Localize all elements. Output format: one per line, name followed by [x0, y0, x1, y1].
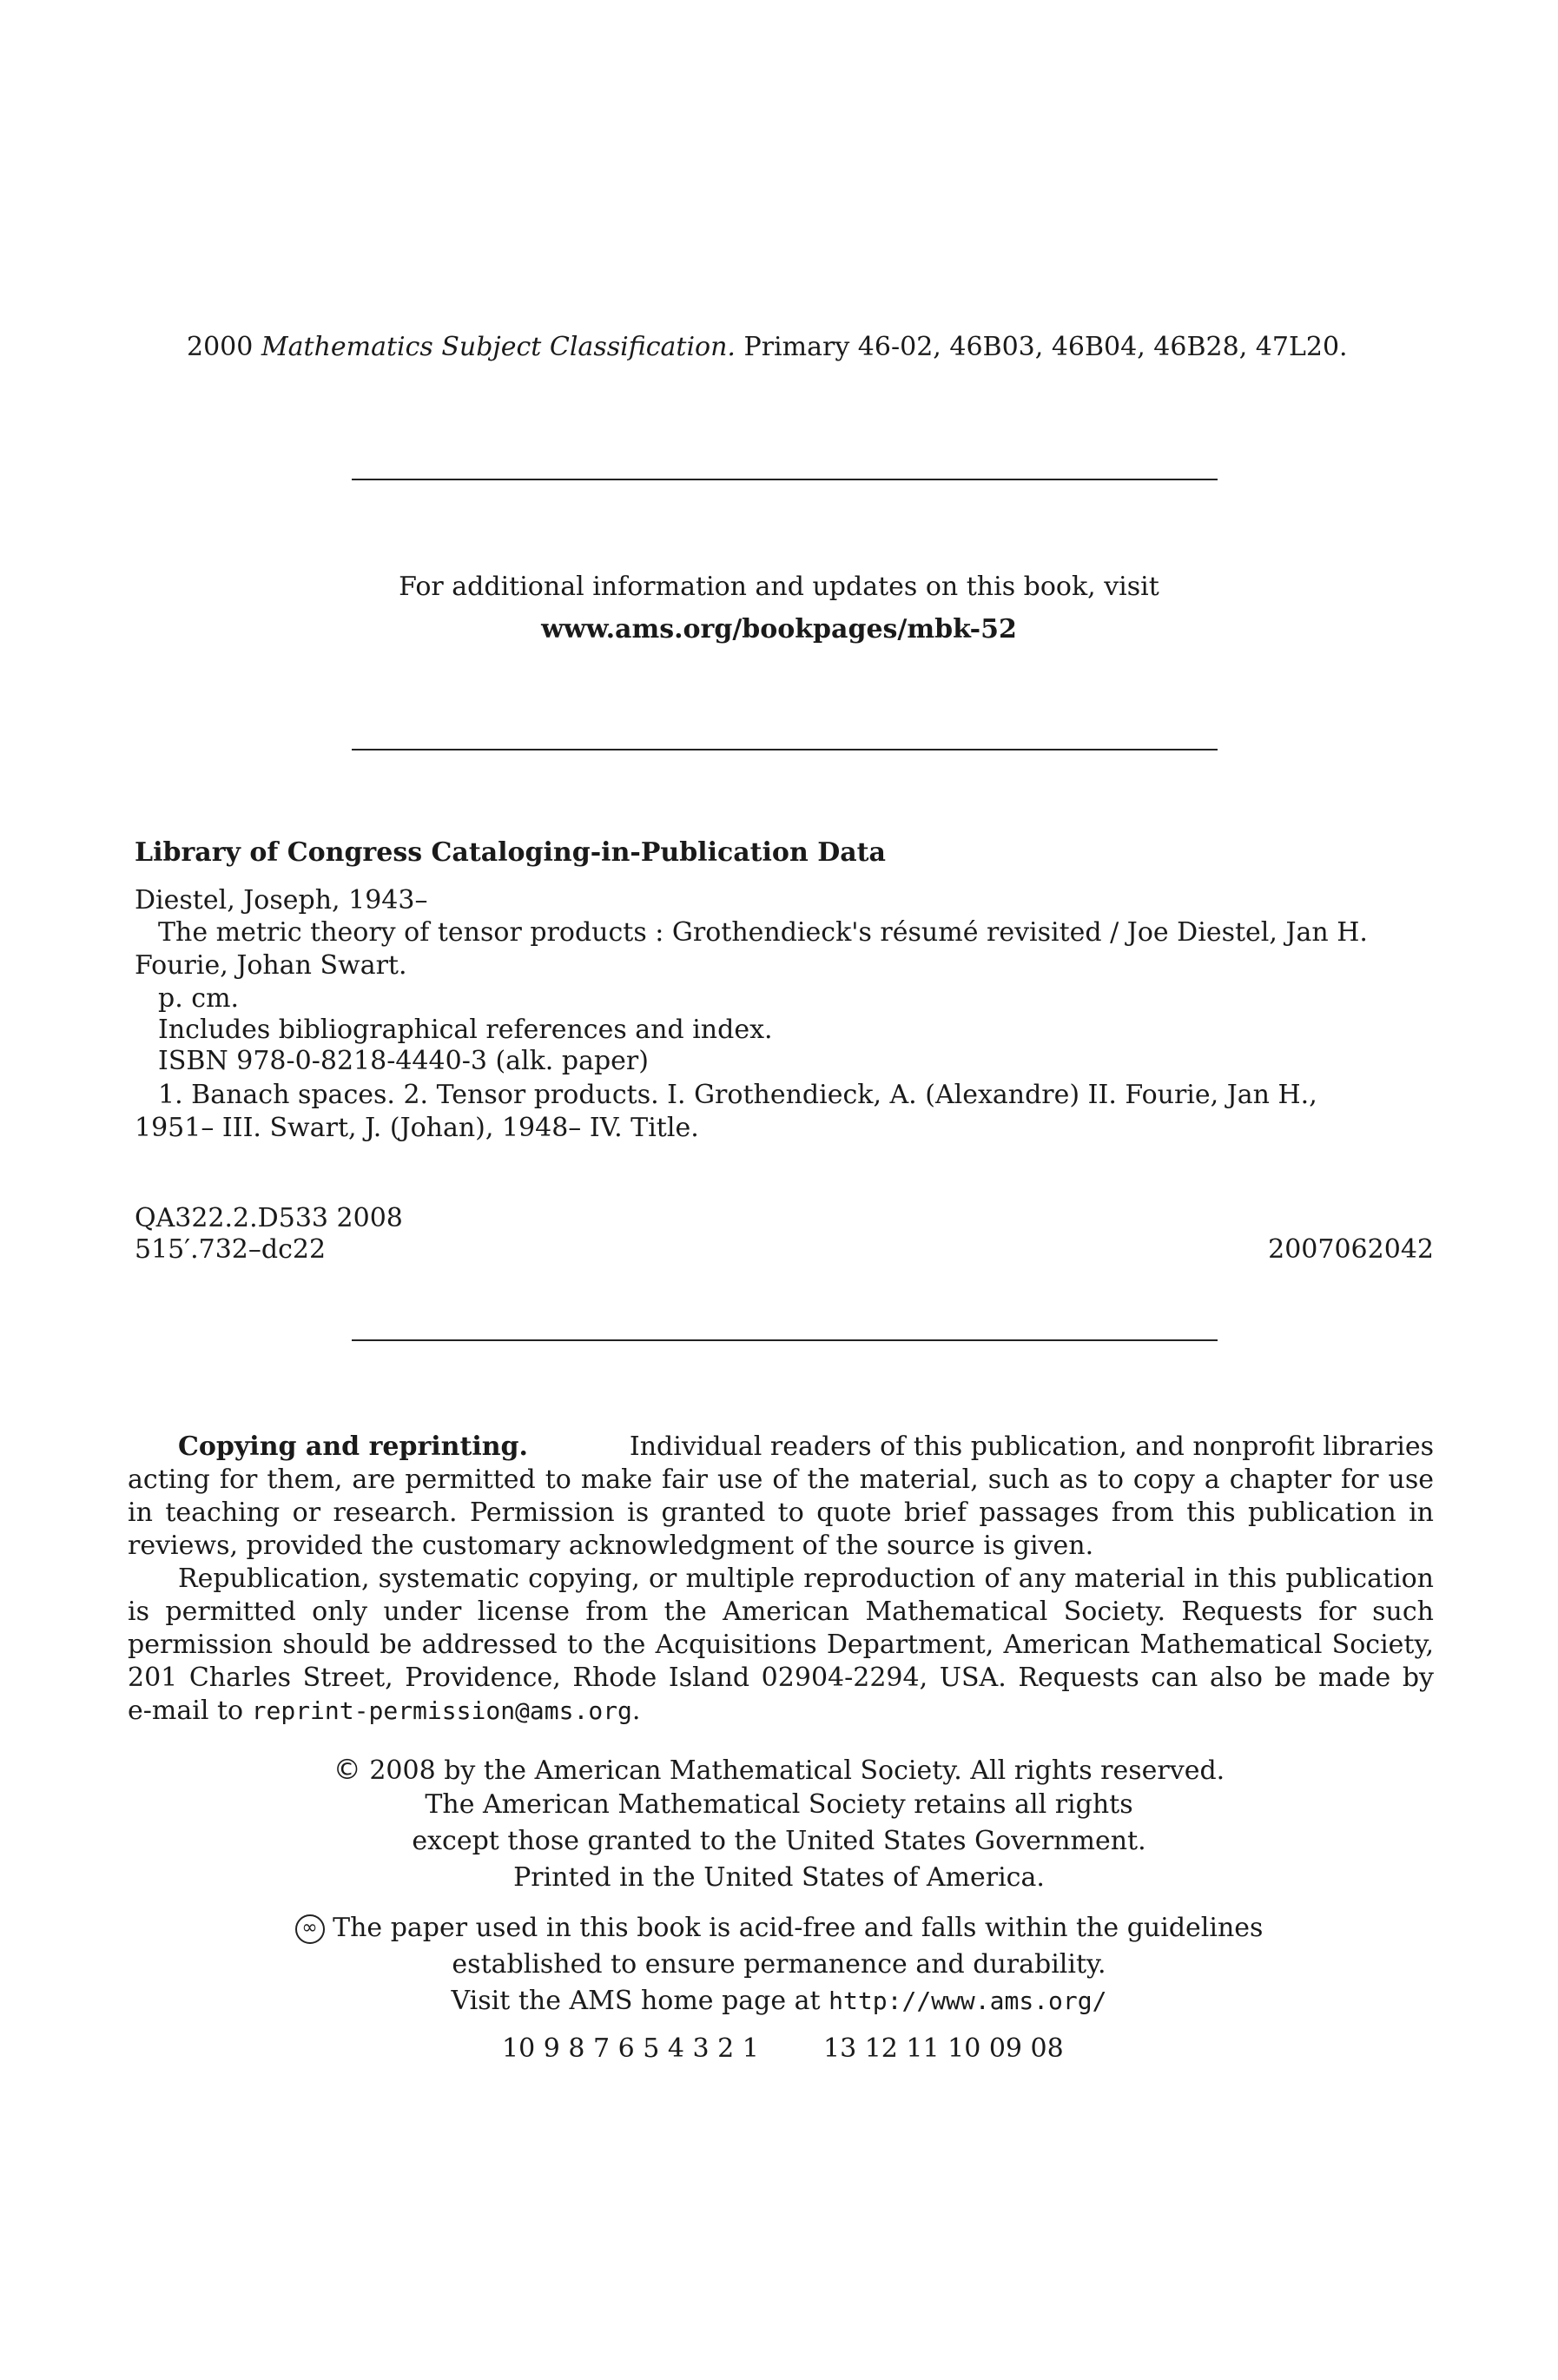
cip-author: Diestel, Joseph, 1943– — [135, 885, 428, 916]
copyright-line4: Printed in the United States of America. — [513, 1862, 1045, 1893]
divider-3 — [352, 1339, 1218, 1341]
msc-line — [187, 332, 1348, 362]
copying-p2-line1: Republication, systematic copying, or multiple reproduction of any material in this publication — [178, 1564, 1434, 1594]
copyright-line2: The American Mathematical Society retains all rights — [425, 1789, 1133, 1820]
copying-p2-line2: is permitted only under license from the American Mathematical Society. Requests for such — [128, 1597, 1434, 1627]
email-prefix: e-mail to — [128, 1696, 244, 1726]
copying-p2-line4: 201 Charles Street, Providence, Rhode Island 02904-2294, USA. Requests can also be made by — [128, 1663, 1434, 1693]
copying-p1-line1: Individual readers of this publication, and nonprofit libraries — [629, 1431, 1434, 1462]
copying-line-1 — [178, 1431, 1434, 1462]
divider-2 — [352, 749, 1218, 750]
copying-p2-line3: permission should be addressed to the Acquisitions Department, American Mathematical Society, — [128, 1630, 1434, 1660]
copyright-icon: © — [333, 1753, 361, 1786]
cip-includes: Includes bibliographical references and index. — [158, 1015, 773, 1045]
cip-subjects-line1: 1. Banach spaces. 2. Tensor products. I. Grothendieck, A. (Alexandre) II. Fourie, Jan H., — [158, 1080, 1317, 1110]
paper-line1 — [258, 1913, 1300, 1944]
home-page-url[interactable]: http://www.ams.org/ — [829, 1987, 1107, 2015]
msc-codes: Primary 46-02, 46B03, 46B04, 46B28, 47L20. — [743, 332, 1348, 362]
copying-p1-line3: in teaching or research. Permission is granted to quote brief passages from this publication in — [128, 1497, 1434, 1528]
copyright-text: 2008 by the American Mathematical Society. All rights reserved. — [369, 1755, 1225, 1786]
info-line: For additional information and updates on this book, visit — [399, 572, 1159, 602]
cip-heading: Library of Congress Cataloging-in-Publication Data — [135, 837, 886, 868]
email-suffix: . — [631, 1696, 641, 1726]
lccn: 2007062042 — [1268, 1234, 1434, 1265]
cip-subjects-line2: 1951– III. Swart, J. (Johan), 1948– IV. Title. — [135, 1113, 699, 1143]
copying-p2-line5 — [128, 1696, 640, 1726]
cip-title-line1: The metric theory of tensor products : Grothendieck's résumé revisited / Joe Diestel, Jan H. — [158, 917, 1368, 948]
copying-heading: Copying and reprinting. — [178, 1431, 528, 1462]
acid-free-icon — [295, 1914, 325, 1944]
paper-line2: established to ensure permanence and durability. — [452, 1949, 1106, 1980]
divider-1 — [352, 479, 1218, 480]
paper-text: The paper used in this book is acid-free and falls within the guidelines — [333, 1913, 1264, 1943]
reprint-email[interactable]: reprint-permission@ams.org — [251, 1696, 632, 1725]
printing-numbers: 10 9 8 7 6 5 4 3 2 1 — [502, 2033, 759, 2064]
cip-isbn: ISBN 978-0-8218-4440-3 (alk. paper) — [158, 1046, 649, 1076]
copyright-line1 — [258, 1753, 1300, 1786]
dewey-number: 515′.732–dc22 — [135, 1234, 327, 1265]
msc-year: 2000 — [187, 332, 254, 362]
infinity-symbol: ∞ — [301, 1917, 318, 1939]
copyright-line3: except those granted to the United States Government. — [412, 1826, 1146, 1856]
copying-p1-line2: acting for them, are permitted to make fair use of the material, such as to copy a chapter for use — [128, 1464, 1434, 1495]
msc-label: Mathematics Subject Classification. — [261, 332, 736, 362]
book-url[interactable]: www.ams.org/bookpages/mbk-52 — [541, 614, 1017, 645]
home-page-line — [258, 1986, 1300, 2016]
cip-pcm: p. cm. — [158, 983, 240, 1014]
call-number: QA322.2.D533 2008 — [135, 1203, 403, 1233]
cip-title-line2: Fourie, Johan Swart. — [135, 950, 407, 981]
copying-p1-line4: reviews, provided the customary acknowledgment of the source is given. — [128, 1530, 1094, 1561]
printing-years: 13 12 11 10 09 08 — [823, 2033, 1064, 2064]
home-page-prefix: Visit the AMS home page at — [451, 1986, 821, 2016]
